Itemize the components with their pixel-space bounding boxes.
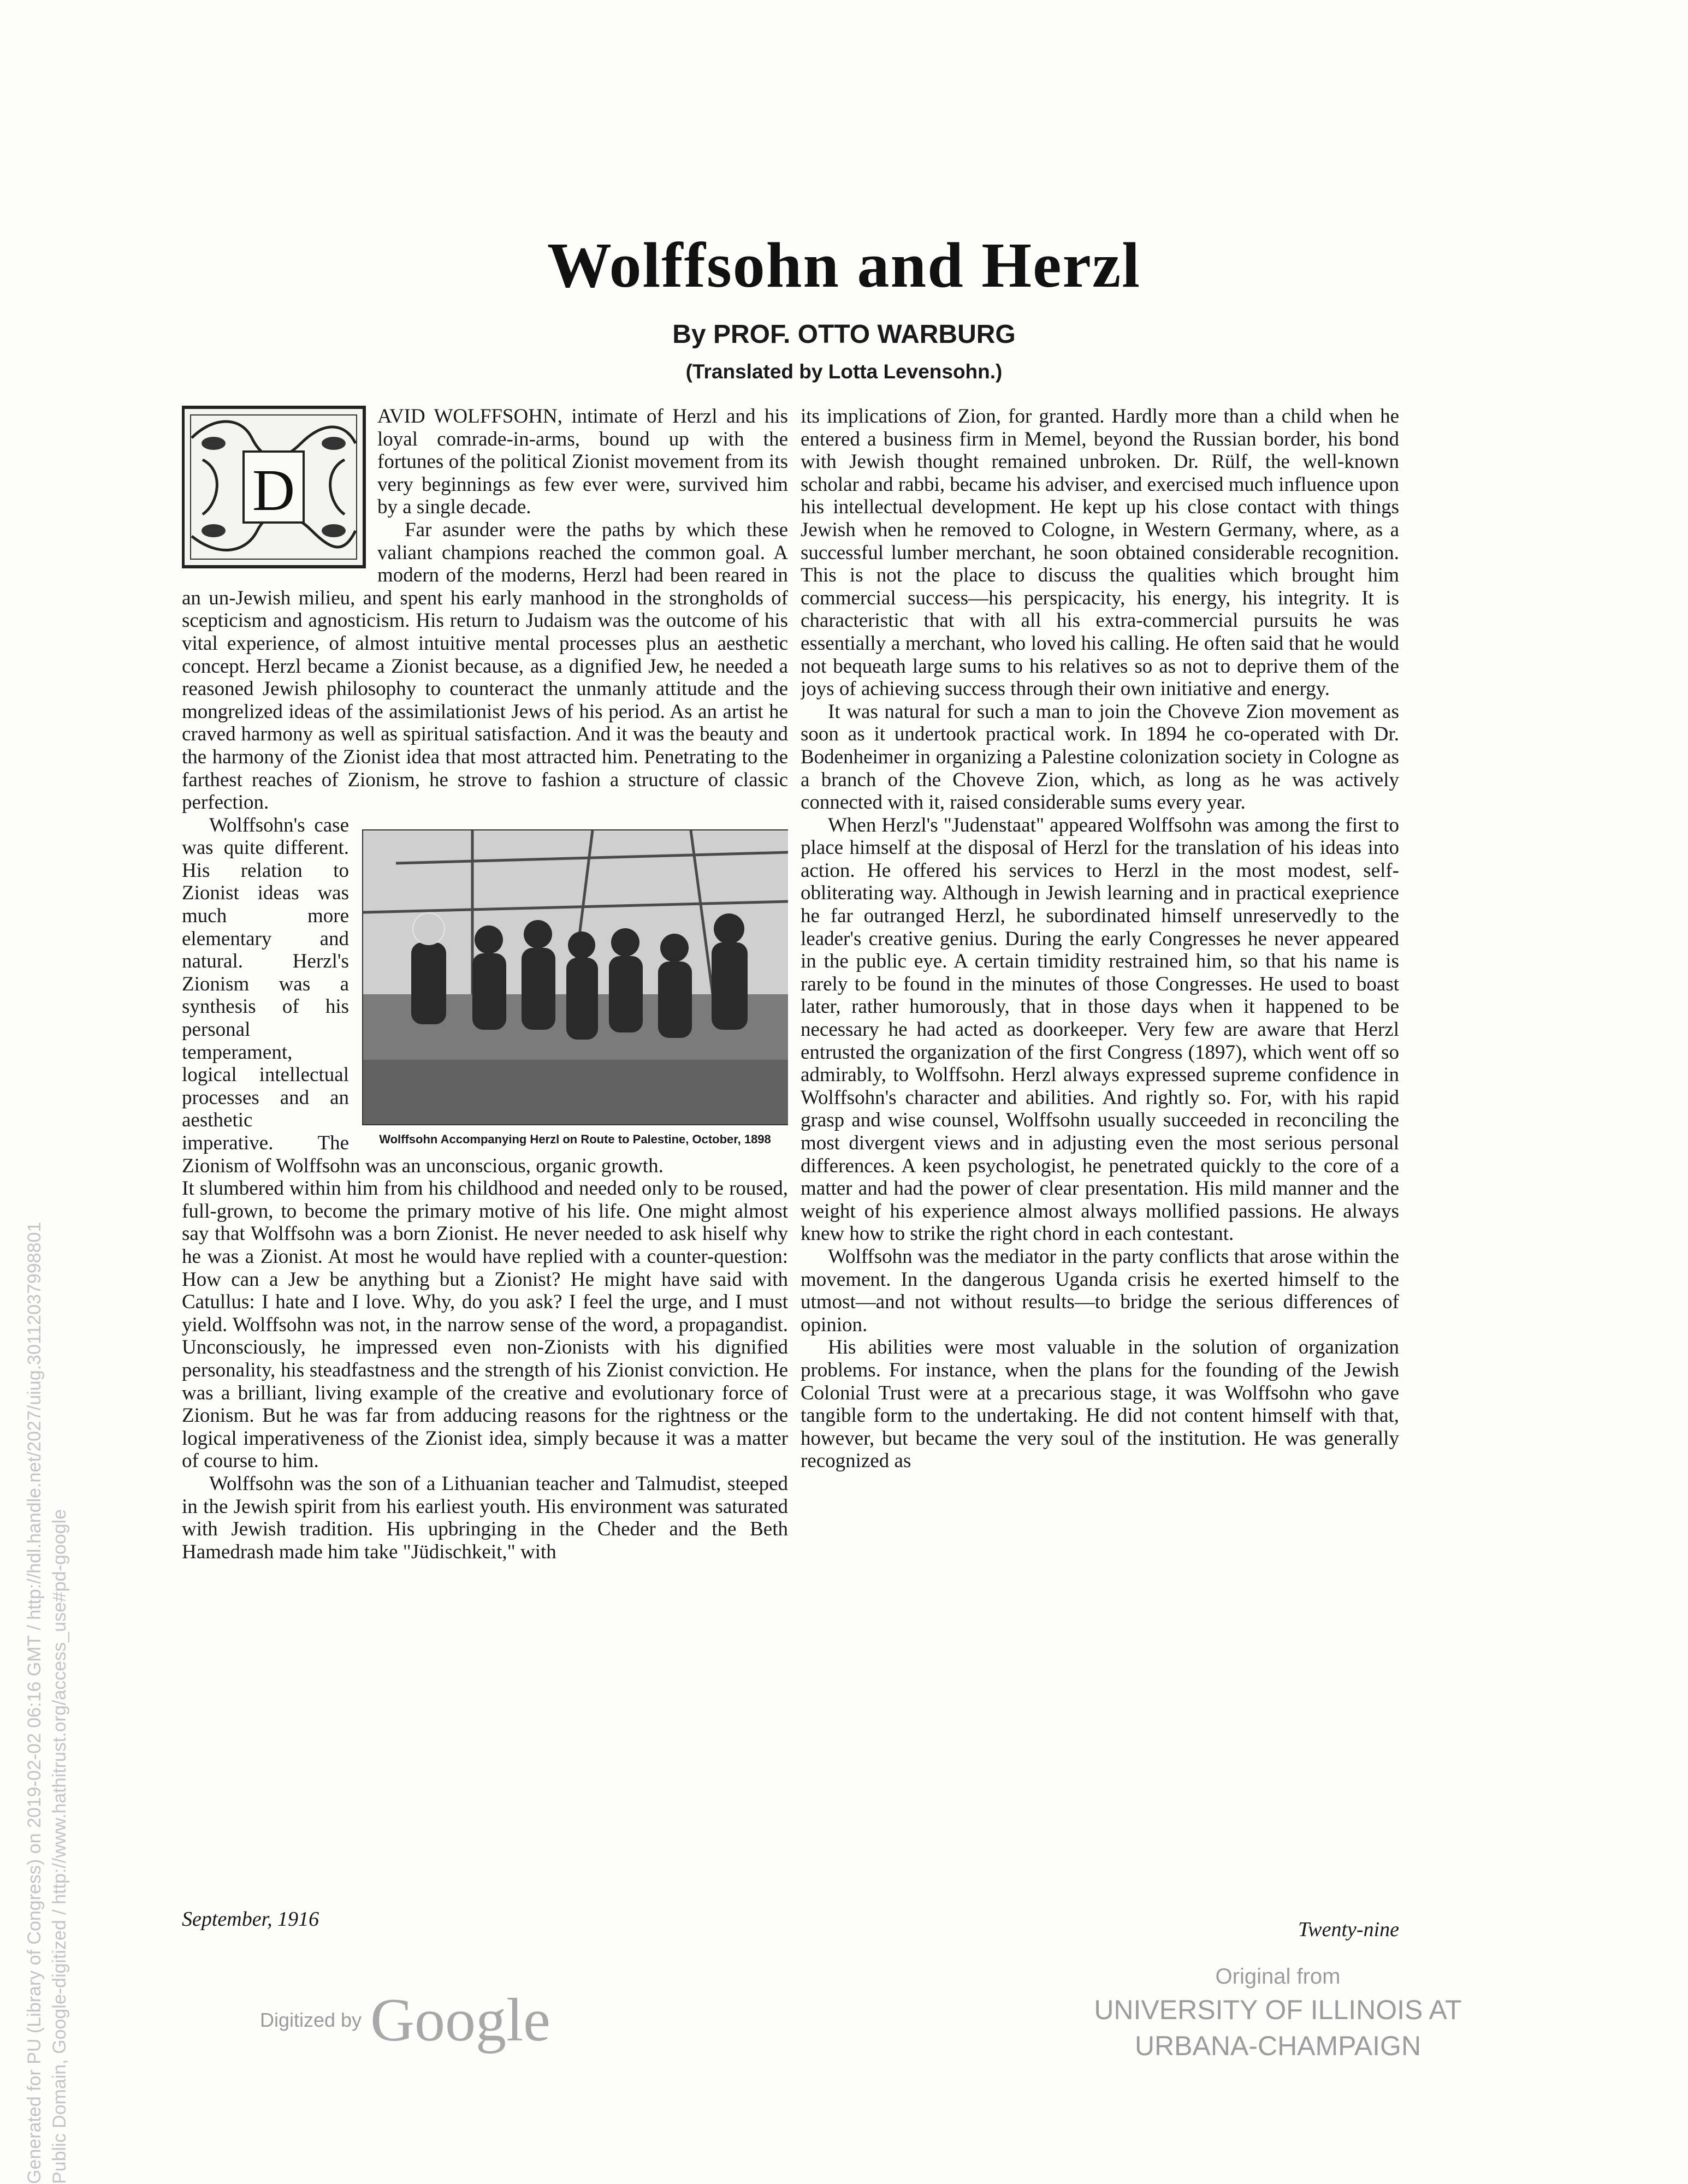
paragraph-9: Wolffsohn was the mediator in the party conflicts that arose within the movement. In the dangerous Uganda crisis he exerted himself to the utmost—and not without results—to bridge the serious differences of opinion. xyxy=(801,1245,1399,1336)
side-access-stamp xyxy=(22,819,72,2184)
paragraph-5: Wolffsohn was the son of a Lithuanian teacher and Talmudist, steeped in the Jewish spirit from his earliest youth. His environment was saturated with Jewish tradition. His upbringing in the Cheder and the Beth Hamedrash made him take "Jüdischkeit," with xyxy=(182,1472,788,1563)
article-title: Wolffsohn and Herzl xyxy=(547,229,1141,301)
paragraph-10: His abilities were most valuable in the solution of organization problems. For instance, when the plans for the founding of the Jewish Colonial Trust were at a precarious stage, it was Wolffsohn who gave tangible form to the undertaking. He did not content himself with that, however, but became the very soul of the institution. He was generally recognized as xyxy=(801,1336,1399,1473)
article-translator: (Translated by Lotta Levensohn.) xyxy=(685,360,1003,383)
paragraph-8: When Herzl's "Judenstaat" appeared Wolffsohn was among the first to place himself at the disposal of Herzl for the translation of his ideas into action. He offered his services to Herzl in the most modest, self-obliterating way. Although in Jewish learning and in practical exeprience he far outranged Herzl, he subordinated himself unreservedly to the leader's creative genius. During the early Congresses he never appeared in the public eye. A certain timidity restrained him, so that his name is rarely to be found in the minutes of those Congresses. He used to boast later, rather humorously, that in those days when it happened to be necessary he had acted as doorkeeper. Very few are aware that Herzl entrusted the organization of the first Congress (1897), which went off so admirably, to Wolffsohn. Herzl always expressed supreme confidence in Wolffsohn's character and abilities. And rightly so. For, with his rapid grasp and wise counsel, Wolffsohn usually succeeded in reconciling the most divergent views and in adjusting even the most serious personal differences. A keen psychologist, he penetrated quickly to the core of a matter and had the power of clear presentation. His mild manner and the weight of his experience almost always mollified passions. He always knew how to strike the right chord in each contestant. xyxy=(801,814,1399,1245)
paragraph-2: Far asunder were the paths by which these valiant champions reached the common goal. A modern of the moderns, Herzl had been reared in an un-Jewish milieu, and spent his early manhood in the strongholds of scepticism and agnosticism. His return to Judaism was the outcome of his vital experience, of almost intuitive mental processes plus an aesthetic concept. Herzl became a Zionist because, as a dignified Jew, he needed a reasoned Jewish philosophy to counteract the unmanly attitude and the mongrelized ideas of the assimilationist Jews of his period. As an artist he craved harmony as well as spiritual satisfaction. And it was the beauty and the harmony of the Zionist idea that most attracted him. Penetrating to the farthest reaches of Zionism, he strove to fashion a structure of classic perfection. xyxy=(182,518,788,814)
right-column xyxy=(801,405,1399,1918)
side-stamp-line-2: Public Domain, Google-digitized / http://www.hathitrust.org/access_use#pd-google xyxy=(49,1509,70,2184)
google-logo: Google xyxy=(370,1986,550,2054)
google-watermark xyxy=(260,1987,550,2053)
dropcap-letter: D xyxy=(252,458,295,523)
digitized-by-text: Digitized by xyxy=(260,2009,362,2031)
photo-caption: Wolffsohn Accompanying Herzl on Route to Palestine, October, 1898 xyxy=(379,1132,771,1146)
footer-date: September, 1916 xyxy=(182,1908,319,1931)
photo-figure xyxy=(362,829,788,1147)
ship-deck-photo xyxy=(362,829,788,1125)
paragraph-1: AVID WOLFFSOHN, intimate of Herzl and his loyal comrade-in-arms, bound up with the fortunes of the political Zionist movement from its very beginnings as few ever were, survived him by a single decade. xyxy=(377,405,788,519)
university-line-1: UNIVERSITY OF ILLINOIS AT xyxy=(1094,1995,1462,2025)
footer-page-number: Twenty-nine xyxy=(1298,1918,1399,1941)
original-from-text: Original from xyxy=(1215,1965,1341,1989)
side-stamp-line-1: Generated for PU (Library of Congress) on 2019-02-02 06:16 GMT / http://hdl.handle.net/2027/uiug.30112037998801 xyxy=(24,1221,45,2184)
paragraph-6: its implications of Zion, for granted. Hardly more than a child when he entered a business firm in Memel, beyond the Russian border, his bond with Jewish thought remained unbroken. Dr. Rülf, the well-known scholar and rabbi, became his adviser, and exercised much influence upon his intellectual development. He kept up his close contact with things Jewish when he removed to Cologne, in Western Germany, where, as a successful lumber merchant, he soon obtained considerable recognition. This is not the place to discuss the qualities which brought him commercial success—his perspicacity, his energy, his integrity. It is characteristic that with all his extra-commercial pursuits he was essentially a merchant, who loved his calling. He often said that he would not bequeath large sums to his relatives so as not to deprive them of the joys of achieving success through their own initiative and energy. xyxy=(801,405,1399,701)
photo-image-icon xyxy=(363,830,788,1124)
paragraph-4: It slumbered within him from his childhood and needed only to be roused, full-grown, to become the primary motive of his life. One might almost say that Wolffsohn was a born Zionist. He never needed to ask hiself why he was a Zionist. At most he would have replied with a counter-question: How can a Jew be anything but a Zionist? He might have said with Catullus: I hate and I love. Why, do you ask? I feel the urge, and I must yield. Wolffsohn was not, in the narrow sense of the word, a propagandist. Unconsciously, he impressed even non-Zionists with his dignified personality, his steadfastness and the strength of his Zionist conviction. He was a brilliant, living example of the creative and evolutionary force of Zionism. But he was far from adducing reasons for the rightness or the logical imperativeness of the Zionist idea, simply because it was a matter of course to him. xyxy=(182,1177,788,1473)
dropcap-ornament-icon xyxy=(182,405,366,569)
university-line-2: URBANA-CHAMPAIGN xyxy=(1134,2031,1422,2061)
paragraph-3: Wolffsohn's case was quite different. His relation to Zionist ideas was much more elementary and natural. Herzl's Zionism was a synthesis of his personal temperament, logical intellectual processes and an aesthetic imperative. The Zionism of Wolffsohn was an unconscious, organic growth. xyxy=(182,814,664,1177)
left-column xyxy=(182,405,788,1918)
article-byline: By PROF. OTTO WARBURG xyxy=(672,320,1016,349)
ornamental-dropcap xyxy=(182,405,366,569)
paragraph-7: It was natural for such a man to join the Choveve Zion movement as soon as it undertook practical work. In 1894 he co-operated with Dr. Bodenheimer in organizing a Palestine colonization society in Cologne as a branch of the Choveve Zion, which, as long as he was actively connected with it, raised considerable sums every year. xyxy=(801,700,1399,814)
original-from-watermark xyxy=(1038,1961,1518,2064)
